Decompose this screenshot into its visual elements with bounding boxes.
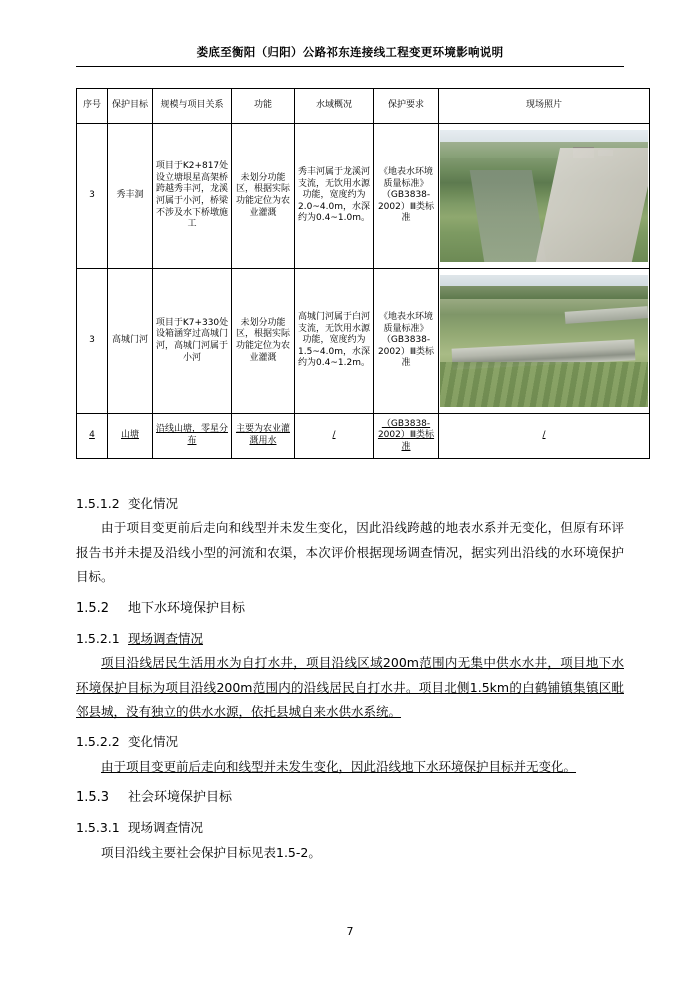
cell-function: 未划分功能区，根据实际功能定位为农业灌溉	[232, 269, 295, 414]
heading-title: 变化情况	[128, 496, 179, 511]
heading-1-5-2-2	[76, 730, 624, 754]
page-header: 娄底至衡阳（归阳）公路祁东连接线工程变更环境影响说明	[196, 45, 504, 59]
heading-title: 地下水环境保护目标	[128, 600, 246, 616]
cell-seq: 3	[77, 269, 108, 414]
heading-title: 社会环境保护目标	[128, 790, 233, 806]
col-header-requirement: 保护要求	[374, 89, 439, 124]
col-header-function: 功能	[232, 89, 295, 124]
cell-seq: 3	[77, 124, 108, 269]
col-header-water: 水域概况	[295, 89, 374, 124]
col-header-target: 保护目标	[108, 89, 153, 124]
heading-title: 变化情况	[128, 734, 179, 750]
cell-scale: 项目于K7+330处设箱涵穿过高城门河，高城门河属于小河	[153, 269, 232, 414]
table-header-row	[77, 89, 650, 124]
col-header-photo: 现场照片	[439, 89, 650, 124]
cell-scale: 项目于K2+817处设立塘垠星高架桥跨越秀丰河，龙溪河属于小河，桥梁不涉及水下桥墩施工	[153, 124, 232, 269]
heading-number: 1.5.3	[76, 790, 110, 806]
cell-requirement: （GB3838-2002）Ⅲ类标准	[374, 414, 439, 459]
heading-number: 1.5.3.1	[76, 820, 120, 836]
heading-number: 1.5.1.2	[76, 496, 120, 511]
heading-number: 1.5.2	[76, 600, 110, 616]
heading-1-5-3	[76, 785, 624, 810]
cell-photo: /	[439, 414, 650, 459]
cell-water: 秀丰河属于龙溪河支流，无饮用水源功能，宽度约为2.0~4.0m，水深约为0.4~1.0m。	[295, 124, 374, 269]
cell-requirement: 《地表水环境质量标准》（GB3838-2002）Ⅲ类标准	[374, 269, 439, 414]
cell-requirement: 《地表水环境质量标准》（GB3838-2002）Ⅲ类标准	[374, 124, 439, 269]
cell-target: 山塘	[108, 414, 153, 459]
col-header-seq: 序号	[77, 89, 108, 124]
page-number: 7	[346, 925, 354, 938]
cell-scale: 沿线山塘，零星分布	[153, 414, 232, 459]
cell-function: 未划分功能区，根据实际功能定位为农业灌溉	[232, 124, 295, 269]
cell-target: 高城门河	[108, 269, 153, 414]
farmland-channel-photo	[440, 275, 648, 407]
cell-target: 秀丰洞	[108, 124, 153, 269]
table-row	[77, 269, 650, 414]
cell-water: 高城门河属于白河支流，无饮用水源功能，宽度约为1.5~4.0m，水深约为0.4~1.2m。	[295, 269, 374, 414]
cell-photo	[439, 124, 650, 269]
heading-1-5-3-1	[76, 816, 624, 840]
heading-1-5-1-2	[76, 492, 624, 516]
paragraph-change-surface-water: 由于项目变更前后走向和线型并未发生变化，因此沿线跨越的地表水系并无变化，但原有环评报告书并未提及沿线小型的河流和农渠，本次评价根据现场调查情况，据实列出沿线的水环境保护目标。	[76, 520, 624, 585]
paragraph-groundwater-change: 由于项目变更前后走向和线型并未发生变化，因此沿线地下水环境保护目标并无变化。	[101, 758, 577, 774]
heading-title: 现场调查情况	[128, 820, 204, 836]
heading-1-5-2	[76, 596, 624, 621]
col-header-scale: 规模与项目关系	[153, 89, 232, 124]
header-divider	[76, 66, 624, 67]
table-row	[77, 414, 650, 459]
heading-number: 1.5.2.2	[76, 734, 120, 750]
cell-photo	[439, 269, 650, 414]
document-body	[76, 486, 624, 865]
paragraph-social-survey: 项目沿线主要社会保护目标见表1.5-2。	[101, 844, 321, 860]
heading-title: 现场调查情况	[128, 630, 204, 646]
water-protection-targets-table	[76, 88, 624, 459]
table-row	[77, 124, 650, 269]
heading-number: 1.5.2.1	[76, 630, 120, 646]
heading-1-5-2-1	[76, 627, 624, 651]
cell-water: /	[295, 414, 374, 459]
cell-function: 主要为农业灌溉用水	[232, 414, 295, 459]
rural-road-river-photo	[440, 130, 648, 262]
paragraph-groundwater-survey: 项目沿线居民生活用水为自打水井，项目沿线区域200m范围内无集中供水水井，项目地下水环境保护目标为项目沿线200m范围内的沿线居民自打水井。项目北侧1.5km的白鹤铺镇集镇区毗邻县城，没有独立的供水水源，依托县城自来水供水系统。	[76, 655, 624, 719]
cell-seq: 4	[77, 414, 108, 459]
